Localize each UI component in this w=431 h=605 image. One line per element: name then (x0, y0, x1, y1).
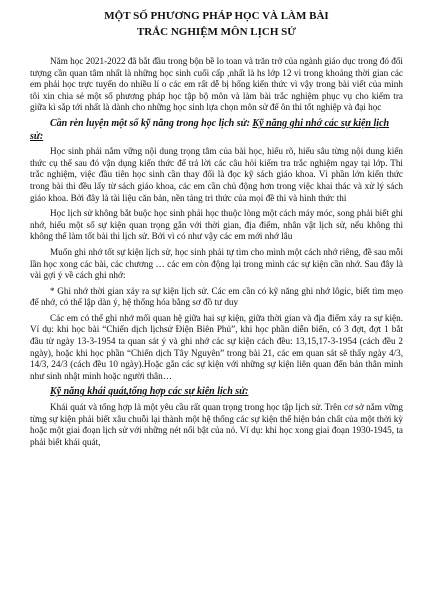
section-heading-memory-skill: Kỹ năng ghi nhớ các sự kiện lịch sử: (30, 117, 390, 142)
section-heading-synthesis-text: Kỹ năng khái quát,tổng hợp các sự kiện lịch sử: (50, 386, 249, 398)
paragraph-3: Muốn ghi nhớ tốt sự kiện lịch sử, học sinh phải tự tìm cho mình một cách nhớ riêng, đề sau mỗi lần học xong các bài, các chương … các em còn động lại trong mình các sự kiện cần nhớ. Sau đây là vài gợi ý về cách ghi nhớ: (30, 246, 403, 281)
paragraph-5: Các em có thể ghi nhớ mối quan hệ giữa hai sự kiện, giữa thời gian và địa điểm xảy ra sự kiện. Ví dụ: khi học bài “Chiến dịch lịchsử Điện Biên Phủ”, khi học phần diễn biến, có 3 đợt, đợt 1 bắt đầu từ ngày 13-3-1954 ta quan sát ý và ghi nhớ các sự kiện cách đều: 13,15,17-3-1954 (cách đều 2 ngày), hoặc khi học phần “Chiến dịch Tây Nguyên” trong bài 21, các em quan sát sẽ thấy ngày 4/3, 14/3, 24/3 (cách đều 10 ngày).Hoặc gắn các sự kiện với những sự kiện liên quan đến bản thân mình như sinh nhật mình hoặc người thân… (30, 312, 403, 381)
paragraph-2: Học lịch sử không bắt buộc học sinh phải học thuộc lòng một cách máy móc, song phải biết ghi nhớ, hiểu một số sự kiện quan trọng gắn với thời gian, địa điểm, nhân vật lịch sử, nếu không thì không thể làm tốt bài thi lịch sử. Bởi vì có như vậy các em mới nhớ lâu (30, 208, 403, 242)
paragraph-6: Khái quát và tổng hợp là một yêu cầu rất quan trọng trong học tập lịch sử. Trên cơ sở nắm vững từng sự kiện phải biết xâu chuỗi lại thành một hệ thống các sự kiện thể hiện bản chất của một thời kỳ hoặc một giai đoạn lịch sử với những nét nổi bật của nó. Ví dụ: khi học xong giai đoạn 1930-1945, ta phải biết khái quát, (30, 402, 403, 447)
document-title-line-2: TRẮC NGHIỆM MÔN LỊCH SỬ (136, 26, 297, 38)
paragraph-4: * Ghi nhớ thời gian xảy ra sự kiện lịch sử. Các em cần có kỹ năng ghi nhớ lôgic, biết tìm mẹo để nhớ, có thể lập dàn ý, hệ thống hóa bằng sơ đồ tư duy (30, 285, 403, 308)
section-heading-skills (30, 118, 403, 143)
intro-paragraph: Năm học 2021-2022 đã bắt đầu trong bộn bề lo toan và trăn trở của ngành giáo dục trong đó đối tượng cần quan tâm nhất là những học sinh cuối cấp ,nhất là hs lớp 12 vì trong khoảng thời gian các em phải học trực tuyến do nhiều lí o các em rất dễ bị hổng kiến thức vì vậy trong bài viết của mình tôi xin chia sẻ một số phương pháp học tập bộ môn và làm bài trắc nghiệm phục vụ cho kiểm tra giữa kì sắp tới nhất là dành cho những học sinh lựa chọn môn sử để ôn thi tốt nghiệp và đại học (30, 56, 403, 113)
paragraph-1: Học sinh phải nắm vững nội dung trọng tâm của bài học, hiểu rõ, hiểu sâu từng nội dung kiến thức cụ thể sau đó vận dụng kiến thức để trả lời các câu hỏi kiểm tra trắc nghiệm ngay tại lớp. Thi trắc nghiệm, việc đầu tiên học sinh cần thay đổi là đọc kỹ sách giáo khoa. Vì phần lớn kiến thức trong bài thi đều lấy từ sách giáo khoa, các em cần chủ động hơn trong việc khai thác và xử lý sách giáo khoa. Bởi đây là tài liệu căn bản, nền tảng tri thức của mọi đề thi và hình thức thi (30, 146, 403, 203)
section-heading-skills-main: Cần rèn luyện một số kỹ năng trong học lịch sử: (50, 117, 253, 129)
document-title-line-1: MỘT SỐ PHƯƠNG PHÁP HỌC VÀ LÀM BÀI (104, 10, 329, 22)
section-heading-synthesis (30, 386, 403, 399)
